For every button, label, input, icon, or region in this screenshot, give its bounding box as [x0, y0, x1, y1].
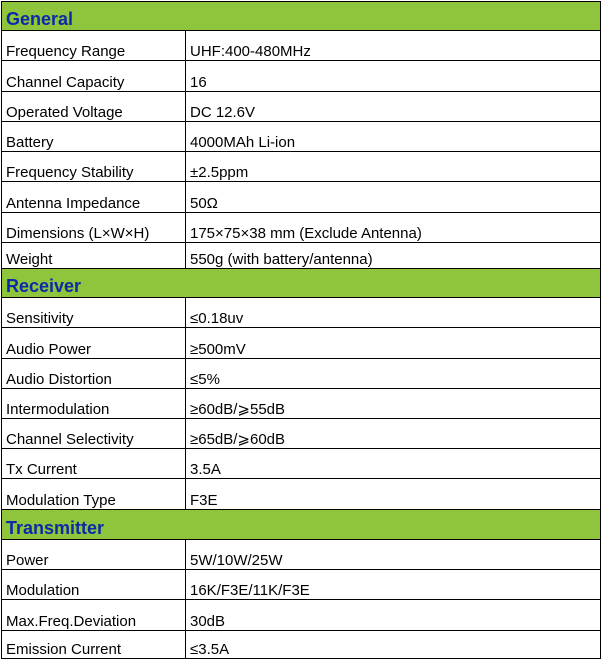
- table-row: [2, 91, 601, 121]
- section-title: Receiver: [2, 268, 601, 297]
- table-row: [2, 182, 601, 212]
- spec-table: [1, 1, 601, 659]
- spec-label: Frequency Stability: [2, 152, 186, 182]
- spec-label: Operated Voltage: [2, 91, 186, 121]
- spec-value: ≤0.18uv: [186, 298, 601, 328]
- section-header-receiver: [2, 268, 601, 297]
- table-row: [2, 31, 601, 61]
- table-row: [2, 242, 601, 268]
- section-header-general: [2, 2, 601, 31]
- spec-value: 16: [186, 61, 601, 91]
- table-row: [2, 328, 601, 358]
- spec-label: Tx Current: [2, 449, 186, 479]
- table-row: [2, 61, 601, 91]
- spec-value: ≥60dB/⩾55dB: [186, 388, 601, 418]
- spec-label: Power: [2, 539, 186, 569]
- spec-value: 4000MAh Li-ion: [186, 121, 601, 151]
- table-row: [2, 479, 601, 509]
- spec-value: 3.5A: [186, 449, 601, 479]
- spec-value: 175×75×38 mm (Exclude Antenna): [186, 212, 601, 242]
- spec-value: DC 12.6V: [186, 91, 601, 121]
- spec-label: Channel Selectivity: [2, 419, 186, 449]
- table-row: [2, 419, 601, 449]
- table-row: [2, 449, 601, 479]
- spec-value: ±2.5ppm: [186, 152, 601, 182]
- spec-label: Emission Current: [2, 630, 186, 658]
- spec-label: Frequency Range: [2, 31, 186, 61]
- spec-label: Intermodulation: [2, 388, 186, 418]
- spec-label: Battery: [2, 121, 186, 151]
- spec-value: 50Ω: [186, 182, 601, 212]
- spec-value: 30dB: [186, 600, 601, 630]
- spec-value: F3E: [186, 479, 601, 509]
- spec-label: Max.Freq.Deviation: [2, 600, 186, 630]
- spec-label: Audio Power: [2, 328, 186, 358]
- spec-label: Sensitivity: [2, 298, 186, 328]
- table-row: [2, 121, 601, 151]
- section-title: Transmitter: [2, 509, 601, 539]
- section-title: General: [2, 2, 601, 31]
- spec-value: ≥65dB/⩾60dB: [186, 419, 601, 449]
- spec-value: ≤5%: [186, 358, 601, 388]
- spec-value: 5W/10W/25W: [186, 539, 601, 569]
- spec-label: Modulation: [2, 570, 186, 600]
- table-row: [2, 570, 601, 600]
- table-row: [2, 212, 601, 242]
- spec-value: 550g (with battery/antenna): [186, 242, 601, 268]
- table-row: [2, 600, 601, 630]
- spec-value: 16K/F3E/11K/F3E: [186, 570, 601, 600]
- table-row: [2, 630, 601, 658]
- spec-label: Antenna Impedance: [2, 182, 186, 212]
- spec-label: Audio Distortion: [2, 358, 186, 388]
- table-row: [2, 152, 601, 182]
- table-row: [2, 298, 601, 328]
- spec-label: Weight: [2, 242, 186, 268]
- spec-label: Dimensions (L×W×H): [2, 212, 186, 242]
- section-header-transmitter: [2, 509, 601, 539]
- table-row: [2, 358, 601, 388]
- table-row: [2, 388, 601, 418]
- spec-value: ≤3.5A: [186, 630, 601, 658]
- table-row: [2, 539, 601, 569]
- spec-label: Modulation Type: [2, 479, 186, 509]
- spec-value: ≥500mV: [186, 328, 601, 358]
- spec-value: UHF:400-480MHz: [186, 31, 601, 61]
- spec-label: Channel Capacity: [2, 61, 186, 91]
